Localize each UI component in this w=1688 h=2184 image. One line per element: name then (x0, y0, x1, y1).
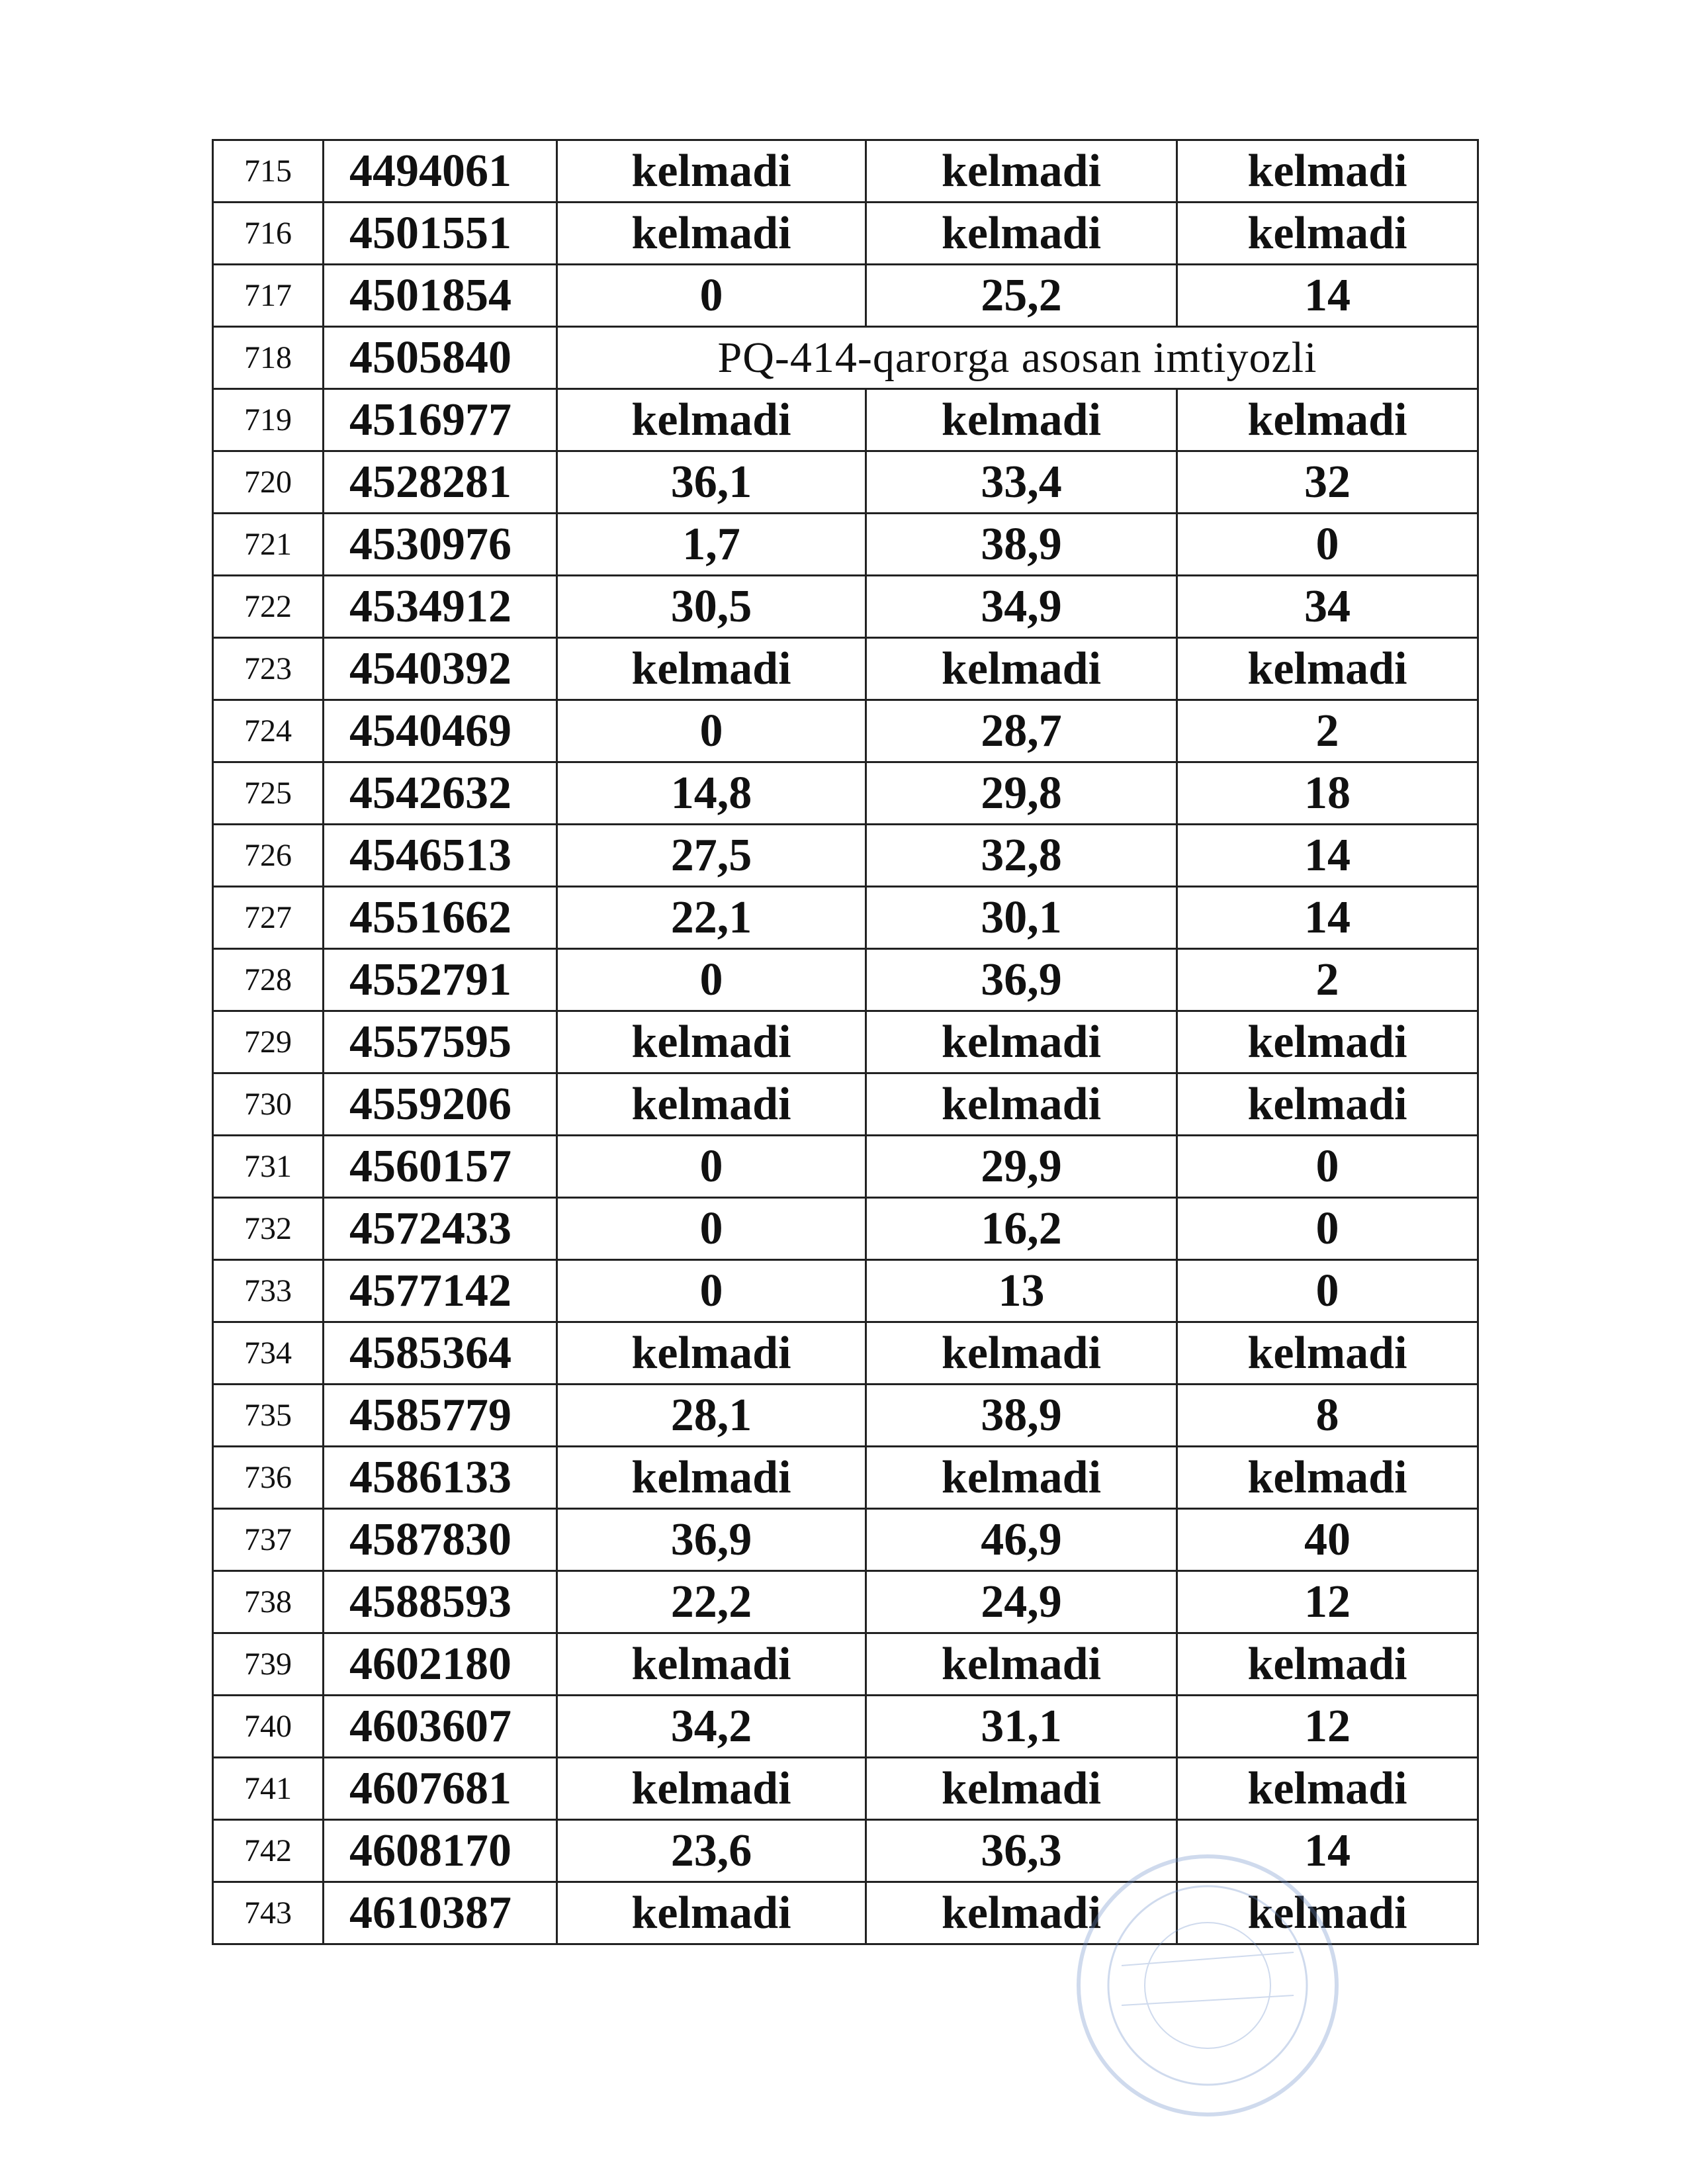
row-number-cell: 730 (213, 1073, 324, 1136)
score-3-cell: kelmadi (1177, 1011, 1478, 1073)
score-3-cell: 14 (1177, 265, 1478, 327)
score-1-cell: 36,1 (557, 451, 866, 514)
student-id-cell: 4585779 (324, 1385, 557, 1447)
student-id-cell: 4542632 (324, 762, 557, 825)
score-1-cell: kelmadi (557, 1011, 866, 1073)
score-2-cell: 33,4 (866, 451, 1177, 514)
student-id-cell: 4588593 (324, 1571, 557, 1633)
table-row (213, 1073, 1478, 1136)
row-number-cell: 720 (213, 451, 324, 514)
table-row (213, 203, 1478, 265)
results-table (212, 139, 1479, 1945)
score-3-cell: 0 (1177, 514, 1478, 576)
score-2-cell: 36,9 (866, 949, 1177, 1011)
score-2-cell: 16,2 (866, 1198, 1177, 1260)
table-row (213, 576, 1478, 638)
student-id-cell: 4540392 (324, 638, 557, 700)
row-number-cell: 739 (213, 1633, 324, 1696)
score-1-cell: 0 (557, 1260, 866, 1322)
row-number-cell: 734 (213, 1322, 324, 1385)
student-id-cell: 4577142 (324, 1260, 557, 1322)
row-number-cell: 735 (213, 1385, 324, 1447)
score-2-cell: kelmadi (866, 1322, 1177, 1385)
student-id-cell: 4607681 (324, 1758, 557, 1820)
score-3-cell: 18 (1177, 762, 1478, 825)
score-2-cell: kelmadi (866, 1633, 1177, 1696)
score-2-cell: 30,1 (866, 887, 1177, 949)
score-1-cell: 22,2 (557, 1571, 866, 1633)
score-1-cell: kelmadi (557, 140, 866, 203)
student-id-cell: 4602180 (324, 1633, 557, 1696)
score-3-cell: 14 (1177, 825, 1478, 887)
score-3-cell: 8 (1177, 1385, 1478, 1447)
row-number-cell: 738 (213, 1571, 324, 1633)
row-number-cell: 719 (213, 389, 324, 451)
score-3-cell: 34 (1177, 576, 1478, 638)
results-table-body (213, 140, 1478, 1944)
score-3-cell: 0 (1177, 1198, 1478, 1260)
student-id-cell: 4534912 (324, 576, 557, 638)
row-number-cell: 742 (213, 1820, 324, 1882)
score-3-cell: 32 (1177, 451, 1478, 514)
score-2-cell: 32,8 (866, 825, 1177, 887)
student-id-cell: 4528281 (324, 451, 557, 514)
table-row (213, 514, 1478, 576)
score-1-cell: kelmadi (557, 1633, 866, 1696)
row-number-cell: 732 (213, 1198, 324, 1260)
table-row (213, 1633, 1478, 1696)
student-id-cell: 4530976 (324, 514, 557, 576)
student-id-cell: 4610387 (324, 1882, 557, 1944)
score-1-cell: 34,2 (557, 1696, 866, 1758)
table-row (213, 1820, 1478, 1882)
table-row (213, 1882, 1478, 1944)
score-2-cell: kelmadi (866, 140, 1177, 203)
score-3-cell: kelmadi (1177, 1322, 1478, 1385)
score-1-cell: 27,5 (557, 825, 866, 887)
score-2-cell: kelmadi (866, 389, 1177, 451)
row-number-cell: 726 (213, 825, 324, 887)
score-2-cell: 13 (866, 1260, 1177, 1322)
table-row (213, 451, 1478, 514)
row-number-cell: 723 (213, 638, 324, 700)
table-row (213, 1696, 1478, 1758)
student-id-cell: 4546513 (324, 825, 557, 887)
student-id-cell: 4585364 (324, 1322, 557, 1385)
row-number-cell: 725 (213, 762, 324, 825)
score-1-cell: 22,1 (557, 887, 866, 949)
score-2-cell: 24,9 (866, 1571, 1177, 1633)
score-1-cell: kelmadi (557, 389, 866, 451)
table-row (213, 949, 1478, 1011)
exemption-note-cell: PQ-414-qarorga asosan imtiyozli (557, 327, 1478, 389)
score-2-cell: 28,7 (866, 700, 1177, 762)
score-1-cell: kelmadi (557, 1882, 866, 1944)
table-row (213, 1011, 1478, 1073)
table-row (213, 825, 1478, 887)
score-2-cell: 29,9 (866, 1136, 1177, 1198)
score-1-cell: 0 (557, 949, 866, 1011)
table-row (213, 1758, 1478, 1820)
table-row (213, 327, 1478, 389)
table-row (213, 140, 1478, 203)
student-id-cell: 4494061 (324, 140, 557, 203)
student-id-cell: 4540469 (324, 700, 557, 762)
score-3-cell: kelmadi (1177, 203, 1478, 265)
row-number-cell: 737 (213, 1509, 324, 1571)
table-row (213, 1447, 1478, 1509)
score-1-cell: kelmadi (557, 1073, 866, 1136)
score-1-cell: kelmadi (557, 203, 866, 265)
student-id-cell: 4552791 (324, 949, 557, 1011)
score-2-cell: kelmadi (866, 638, 1177, 700)
score-3-cell: 14 (1177, 887, 1478, 949)
student-id-cell: 4586133 (324, 1447, 557, 1509)
student-id-cell: 4501551 (324, 203, 557, 265)
score-1-cell: kelmadi (557, 638, 866, 700)
score-1-cell: 36,9 (557, 1509, 866, 1571)
table-row (213, 700, 1478, 762)
score-2-cell: 25,2 (866, 265, 1177, 327)
score-1-cell: 1,7 (557, 514, 866, 576)
table-row (213, 1571, 1478, 1633)
table-row (213, 1385, 1478, 1447)
score-2-cell: kelmadi (866, 1882, 1177, 1944)
score-2-cell: 38,9 (866, 1385, 1177, 1447)
student-id-cell: 4560157 (324, 1136, 557, 1198)
table-row (213, 1198, 1478, 1260)
score-1-cell: 28,1 (557, 1385, 866, 1447)
score-1-cell: 0 (557, 700, 866, 762)
row-number-cell: 721 (213, 514, 324, 576)
row-number-cell: 727 (213, 887, 324, 949)
score-3-cell: 2 (1177, 700, 1478, 762)
score-3-cell: 12 (1177, 1696, 1478, 1758)
score-3-cell: 2 (1177, 949, 1478, 1011)
score-2-cell: kelmadi (866, 1073, 1177, 1136)
student-id-cell: 4559206 (324, 1073, 557, 1136)
score-1-cell: 0 (557, 1136, 866, 1198)
student-id-cell: 4516977 (324, 389, 557, 451)
score-3-cell: kelmadi (1177, 389, 1478, 451)
score-3-cell: 0 (1177, 1260, 1478, 1322)
student-id-cell: 4572433 (324, 1198, 557, 1260)
score-1-cell: kelmadi (557, 1447, 866, 1509)
score-2-cell: 46,9 (866, 1509, 1177, 1571)
row-number-cell: 736 (213, 1447, 324, 1509)
score-2-cell: kelmadi (866, 1758, 1177, 1820)
score-3-cell: kelmadi (1177, 140, 1478, 203)
score-1-cell: 30,5 (557, 576, 866, 638)
student-id-cell: 4557595 (324, 1011, 557, 1073)
score-3-cell: 0 (1177, 1136, 1478, 1198)
row-number-cell: 728 (213, 949, 324, 1011)
score-3-cell: 40 (1177, 1509, 1478, 1571)
score-1-cell: 0 (557, 265, 866, 327)
score-3-cell: 12 (1177, 1571, 1478, 1633)
student-id-cell: 4608170 (324, 1820, 557, 1882)
score-1-cell: 23,6 (557, 1820, 866, 1882)
row-number-cell: 716 (213, 203, 324, 265)
student-id-cell: 4603607 (324, 1696, 557, 1758)
row-number-cell: 718 (213, 327, 324, 389)
student-id-cell: 4505840 (324, 327, 557, 389)
row-number-cell: 740 (213, 1696, 324, 1758)
score-2-cell: 31,1 (866, 1696, 1177, 1758)
table-row (213, 389, 1478, 451)
table-row (213, 887, 1478, 949)
score-3-cell: kelmadi (1177, 1882, 1478, 1944)
row-number-cell: 741 (213, 1758, 324, 1820)
score-3-cell: kelmadi (1177, 1633, 1478, 1696)
score-3-cell: kelmadi (1177, 1758, 1478, 1820)
score-3-cell: kelmadi (1177, 1073, 1478, 1136)
score-2-cell: kelmadi (866, 1447, 1177, 1509)
score-1-cell: 14,8 (557, 762, 866, 825)
score-2-cell: 34,9 (866, 576, 1177, 638)
row-number-cell: 733 (213, 1260, 324, 1322)
score-3-cell: 14 (1177, 1820, 1478, 1882)
student-id-cell: 4551662 (324, 887, 557, 949)
row-number-cell: 731 (213, 1136, 324, 1198)
score-1-cell: 0 (557, 1198, 866, 1260)
table-row (213, 1136, 1478, 1198)
row-number-cell: 743 (213, 1882, 324, 1944)
table-row (213, 265, 1478, 327)
table-row (213, 1322, 1478, 1385)
table-row (213, 762, 1478, 825)
row-number-cell: 715 (213, 140, 324, 203)
student-id-cell: 4587830 (324, 1509, 557, 1571)
student-id-cell: 4501854 (324, 265, 557, 327)
table-row (213, 638, 1478, 700)
score-2-cell: kelmadi (866, 1011, 1177, 1073)
score-2-cell: 36,3 (866, 1820, 1177, 1882)
score-3-cell: kelmadi (1177, 1447, 1478, 1509)
table-row (213, 1260, 1478, 1322)
row-number-cell: 722 (213, 576, 324, 638)
score-1-cell: kelmadi (557, 1758, 866, 1820)
score-2-cell: 29,8 (866, 762, 1177, 825)
row-number-cell: 717 (213, 265, 324, 327)
score-2-cell: 38,9 (866, 514, 1177, 576)
score-2-cell: kelmadi (866, 203, 1177, 265)
row-number-cell: 724 (213, 700, 324, 762)
score-1-cell: kelmadi (557, 1322, 866, 1385)
row-number-cell: 729 (213, 1011, 324, 1073)
table-row (213, 1509, 1478, 1571)
score-3-cell: kelmadi (1177, 638, 1478, 700)
